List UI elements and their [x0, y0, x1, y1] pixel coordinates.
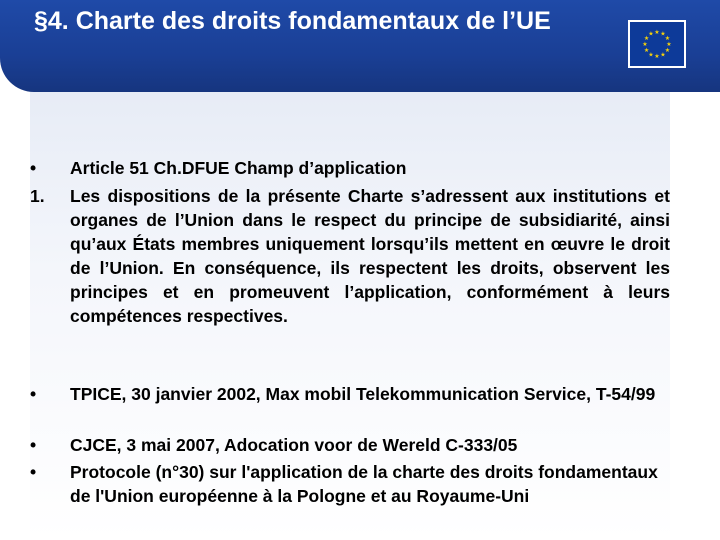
bullet-marker: • — [30, 435, 37, 455]
slide-content — [30, 92, 670, 540]
eu-flag-icon — [628, 20, 686, 68]
bullet-marker: • — [30, 158, 37, 178]
reference-text: Protocole (n°30) sur l'application de la charte des droits fondamentaux de l'Union européenne à la Pologne et au Royaume-Uni — [70, 462, 658, 506]
title-bar — [0, 0, 720, 92]
article-paragraph: Les dispositions de la présente Charte s’adressent aux institutions et organes de l’Union dans le respect du principe de subsidiarité, ainsi qu’aux États membres uniquement lorsqu’ils mettent en œuvre le droit de l’Union. En conséquence, ils respectent les droits, observent les principes et en promeuvent l’application, conformément à leurs compétences respectives. — [70, 186, 670, 326]
slide-title: §4. Charte des droits fondamentaux de l’UE — [34, 7, 551, 35]
flag-star-icon: ★ — [664, 47, 671, 54]
reference-text: TPICE, 30 janvier 2002, Max mobil Telekommunication Service, T-54/99 — [70, 384, 656, 404]
bullet-marker: • — [30, 384, 37, 404]
flag-star-icon: ★ — [648, 51, 654, 59]
flag-star-icon: ★ — [654, 29, 660, 36]
flag-star-icon: ★ — [660, 30, 666, 38]
paragraph-number: 1. — [30, 186, 45, 206]
flag-star-icon: ★ — [643, 35, 650, 42]
article-heading: Article 51 Ch.DFUE Champ d’application — [70, 158, 407, 178]
flag-star-icon: ★ — [660, 51, 666, 59]
flag-star-icon: ★ — [664, 35, 671, 42]
flag-star-icon: ★ — [643, 47, 650, 54]
reference-text: CJCE, 3 mai 2007, Adocation voor de Wereld C-333/05 — [70, 435, 518, 455]
bullet-marker: • — [30, 462, 37, 482]
flag-star-icon: ★ — [654, 53, 660, 60]
flag-star-icon: ★ — [642, 41, 648, 48]
flag-star-icon: ★ — [648, 30, 654, 38]
flag-star-icon: ★ — [666, 41, 672, 48]
